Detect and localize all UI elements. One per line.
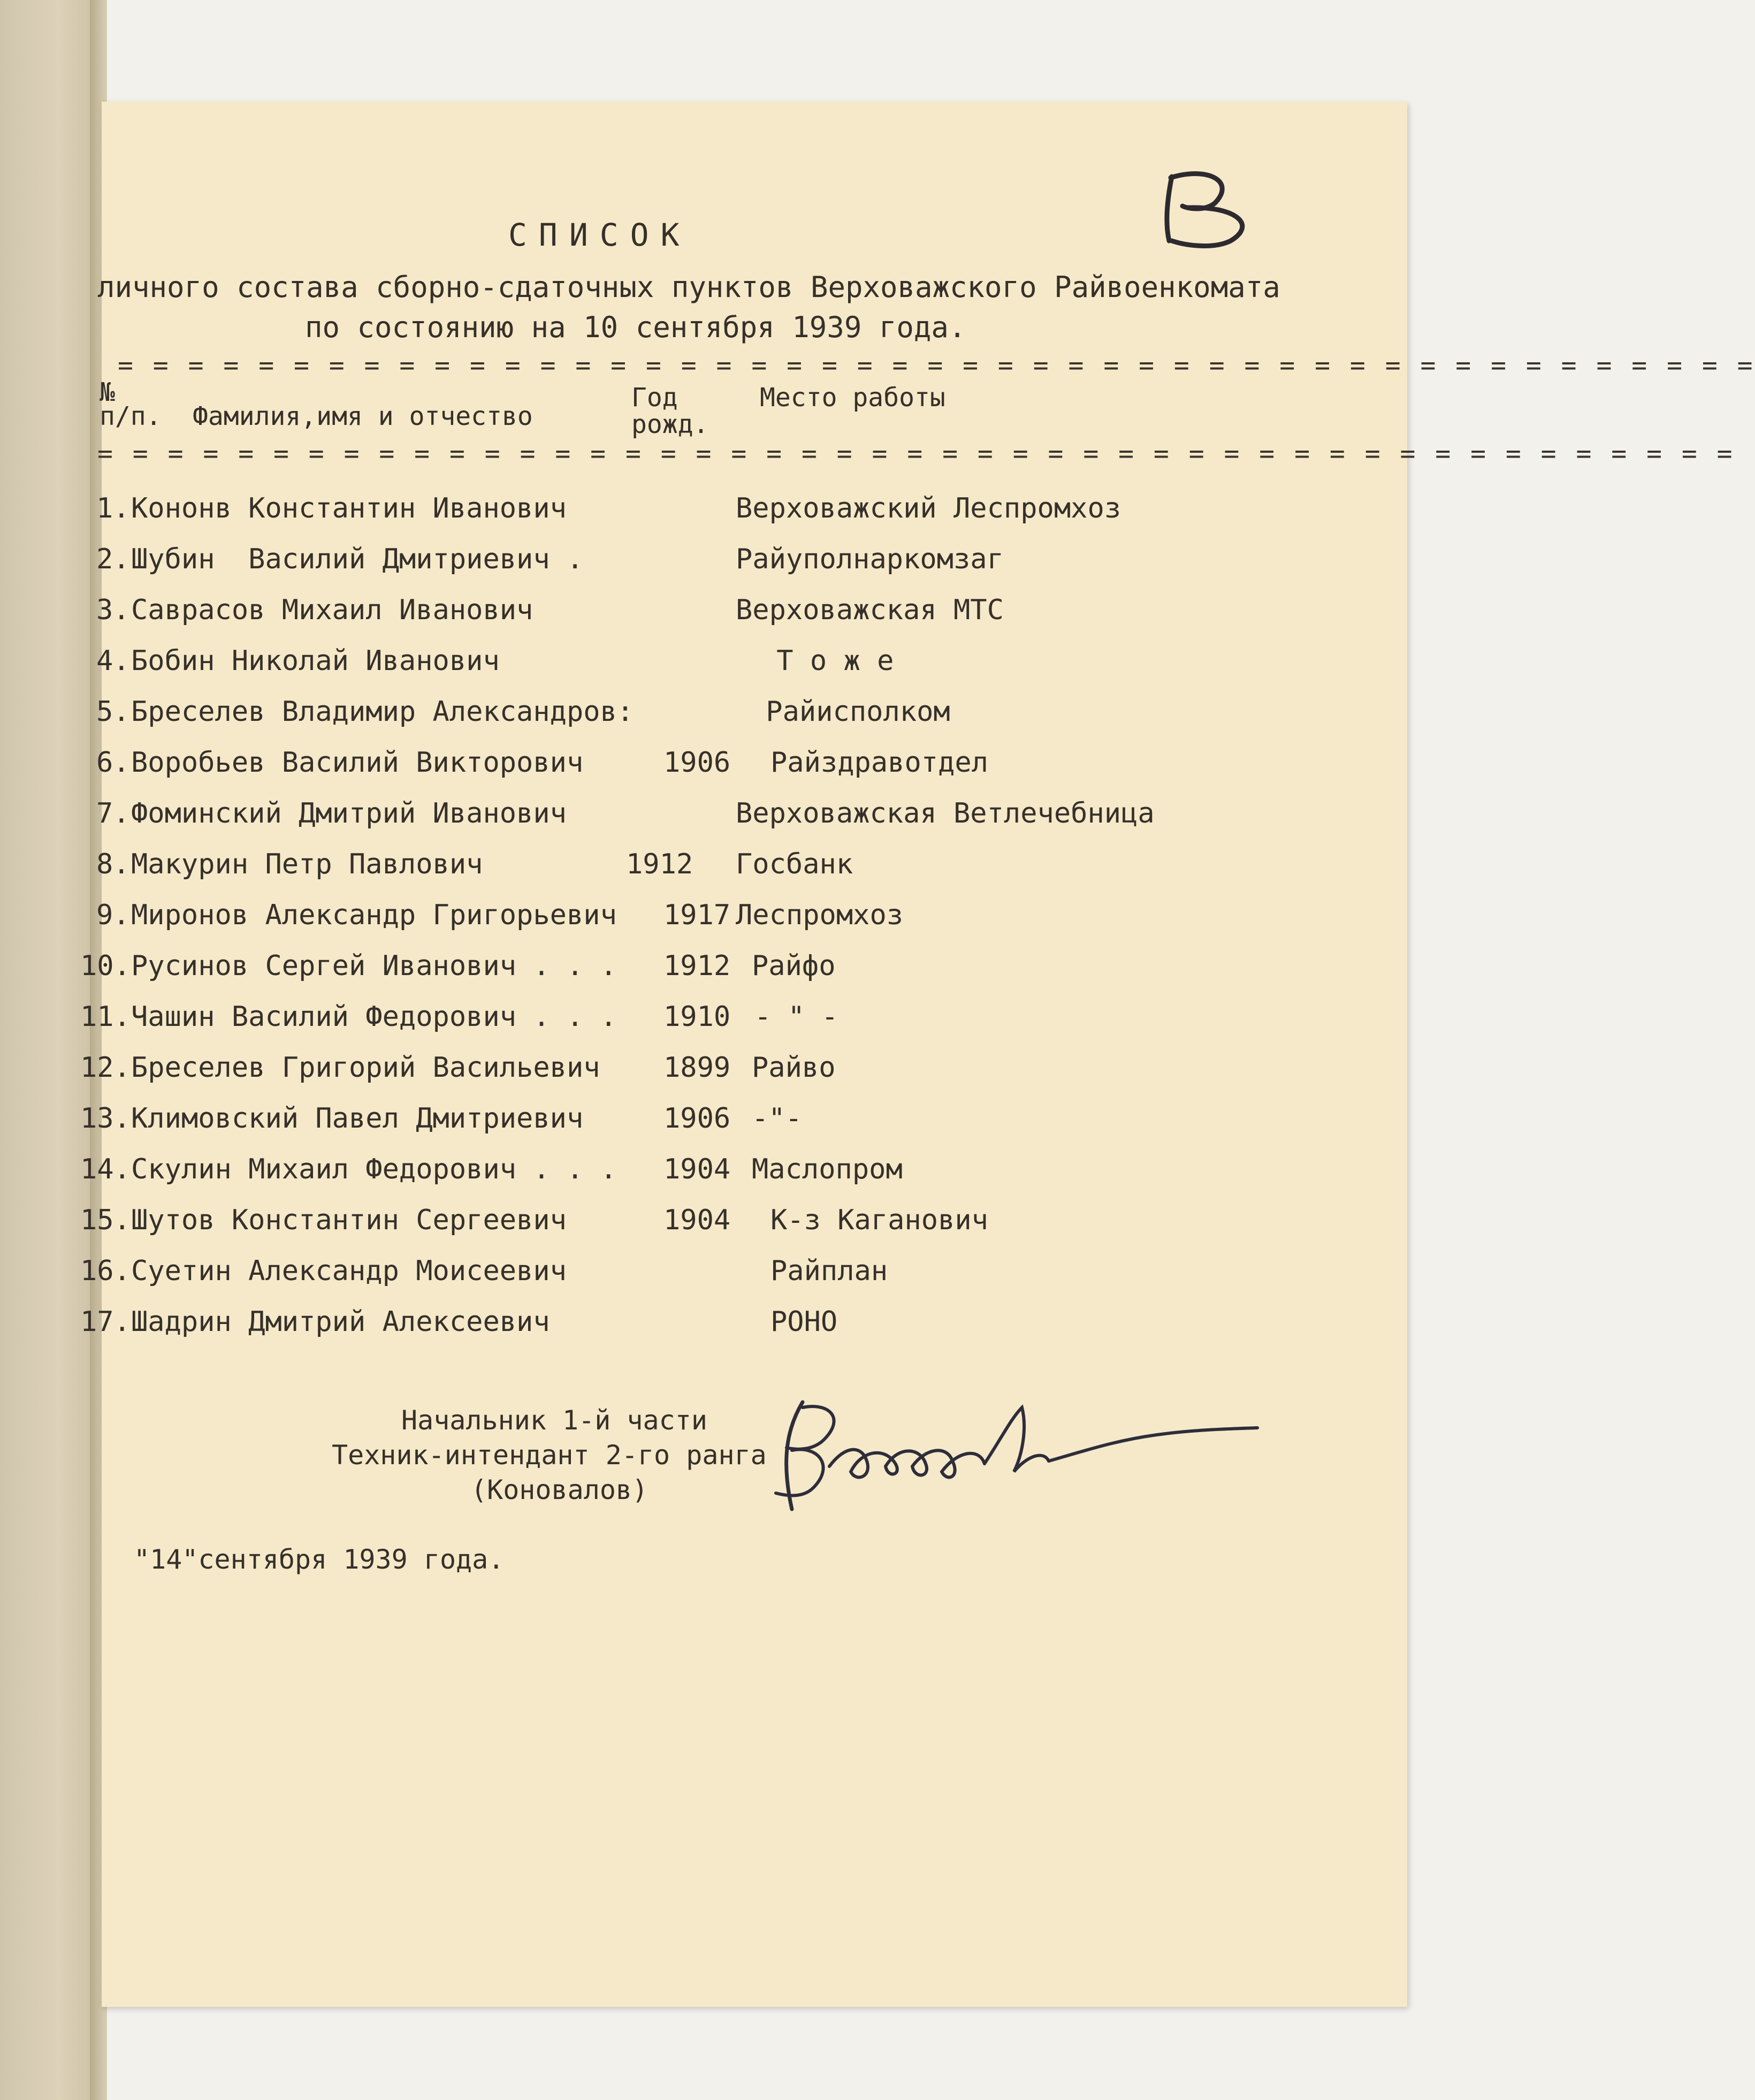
- document-title: СПИСОК: [508, 217, 691, 253]
- row-17-name: Шадрин Дмитрий Алексеевич: [131, 1306, 550, 1338]
- document-date: "14"сентября 1939 года.: [134, 1544, 505, 1575]
- row-14-workplace: Маслопром: [752, 1153, 903, 1185]
- row-16-name: Суетин Александр Моисеевич: [131, 1255, 567, 1287]
- document-subtitle-line1: личного состава сборно-сдаточных пунктов Верховажского Райвоенкомата: [97, 270, 1280, 304]
- corner-handwritten-mark: [1150, 161, 1279, 252]
- row-17-workplace: РОНО: [770, 1306, 838, 1338]
- row-16-workplace: Райплан: [770, 1255, 888, 1287]
- header-workplace: Место работы: [760, 383, 945, 413]
- row-15-year: 1904: [663, 1204, 731, 1236]
- row-9-workplace: Леспромхоз: [736, 899, 904, 931]
- row-13-workplace: -"-: [752, 1102, 802, 1135]
- row-15-number: 15.: [80, 1204, 131, 1236]
- row-9-year: 1917: [663, 899, 731, 931]
- row-12-year: 1899: [663, 1052, 731, 1084]
- handwritten-signature: [722, 1386, 1311, 1525]
- row-11-workplace: - " -: [754, 1001, 838, 1033]
- row-13-number: 13.: [80, 1102, 131, 1135]
- signature-name: (Коновалов): [471, 1474, 648, 1505]
- row-7-name: Фоминский Дмитрий Иванович: [131, 797, 567, 830]
- row-8-name: Макурин Петр Павлович: [131, 848, 483, 880]
- row-12-workplace: Райво: [752, 1052, 836, 1084]
- row-14-number: 14.: [80, 1153, 131, 1185]
- row-9-number: 9.: [96, 899, 130, 931]
- row-7-number: 7.: [96, 797, 130, 830]
- row-4-number: 4.: [96, 645, 130, 677]
- header-year-line2: рожд.: [631, 409, 709, 439]
- header-number-line2: п/п.: [100, 401, 162, 431]
- row-9-name: Миронов Александр Григорьевич: [131, 899, 617, 931]
- row-8-number: 8.: [96, 848, 130, 880]
- document-page: [80, 102, 1755, 2007]
- row-10-year: 1912: [663, 950, 731, 982]
- row-6-workplace: Райздравотдел: [770, 747, 988, 779]
- row-6-name: Воробьев Василий Викторович: [131, 747, 584, 779]
- row-3-number: 3.: [96, 594, 130, 626]
- header-year-line1: Год: [631, 383, 678, 413]
- row-2-workplace: Райуполнаркомзаг: [736, 543, 1004, 575]
- row-4-workplace: Т о ж е: [760, 645, 894, 677]
- signature-position: Начальник 1-й части: [401, 1405, 707, 1436]
- row-7-workplace: Верховажская Ветлечебница: [736, 797, 1155, 830]
- row-15-workplace: К-з Каганович: [770, 1204, 988, 1236]
- row-1-name: Кононв Константин Иванович: [131, 492, 567, 524]
- row-10-workplace: Райфо: [752, 950, 836, 982]
- row-6-number: 6.: [96, 747, 130, 779]
- document-subtitle-line2: по состоянию на 10 сентября 1939 года.: [305, 310, 966, 344]
- row-8-workplace: Госбанк: [736, 848, 853, 880]
- row-1-workplace: Верховажский Леспромхоз: [736, 492, 1121, 524]
- row-5-workplace: Райисполком: [749, 696, 950, 728]
- row-16-number: 16.: [80, 1255, 131, 1287]
- row-11-number: 11.: [80, 1001, 131, 1033]
- divider-top: = = = = = = = = = = = = = = = = = = = = = = = = = = = = = = = = = = = = = = = = = = = = = = =: [118, 351, 1755, 381]
- row-11-year: 1910: [663, 1001, 731, 1033]
- row-10-number: 10.: [80, 950, 131, 982]
- row-2-name: Шубин Василий Дмитриевич .: [131, 543, 584, 575]
- row-3-name: Саврасов Михаил Иванович: [131, 594, 533, 626]
- row-5-name: Бреселев Владимир Александров:: [131, 696, 634, 728]
- row-14-year: 1904: [663, 1153, 731, 1185]
- row-5-number: 5.: [96, 696, 130, 728]
- row-12-number: 12.: [80, 1052, 131, 1084]
- row-3-workplace: Верховажская МТС: [736, 594, 1004, 626]
- row-10-name: Русинов Сергей Иванович . . .: [131, 950, 617, 982]
- header-name: Фамилия,имя и отчество: [193, 401, 533, 431]
- row-15-name: Шутов Константин Сергеевич: [131, 1204, 567, 1236]
- row-11-name: Чашин Василий Федорович . . .: [131, 1001, 617, 1033]
- row-13-year: 1906: [663, 1102, 731, 1135]
- divider-bottom: = = = = = = = = = = = = = = = = = = = = = = = = = = = = = = = = = = = = = = = = = = = = = = =: [97, 439, 1735, 469]
- row-1-number: 1.: [96, 492, 130, 524]
- row-12-name: Бреселев Григорий Васильевич: [131, 1052, 600, 1084]
- row-8-year: 1912: [626, 848, 693, 880]
- row-17-number: 17.: [80, 1306, 131, 1338]
- row-6-year: 1906: [663, 747, 731, 779]
- row-4-name: Бобин Николай Иванович: [131, 645, 500, 677]
- row-14-name: Скулин Михаил Федорович . . .: [131, 1153, 617, 1185]
- row-13-name: Климовский Павел Дмитриевич: [131, 1102, 584, 1135]
- header-number-line1: №: [100, 377, 115, 407]
- row-2-number: 2.: [96, 543, 130, 575]
- signature-rank: Техник-интендант 2-го ранга: [332, 1440, 767, 1471]
